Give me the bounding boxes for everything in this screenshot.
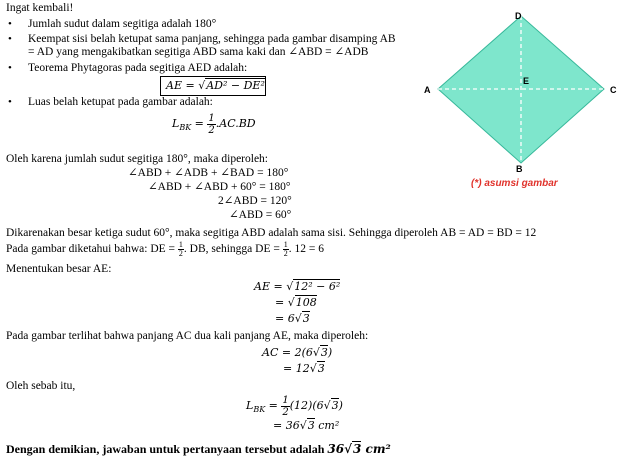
line3-part-a: Pada gambar diketahui bahwa: DE = bbox=[6, 243, 176, 256]
angle-eq-1: ∠ABD + ∠ADB + ∠BAD = 180° bbox=[128, 167, 289, 179]
conclusion bbox=[6, 442, 391, 457]
answer-unit: cm² bbox=[365, 442, 391, 456]
area-eq: = bbox=[268, 399, 278, 412]
area-sub: BK bbox=[253, 405, 266, 415]
intro-heading: Ingat kembali! bbox=[6, 2, 74, 14]
formula-eq: = bbox=[185, 79, 195, 92]
ae-eq: = bbox=[275, 312, 285, 325]
bullet-text-2-cont: = AD yang mengakibatkan segitiga ABD sama kaki dan ∠ABD = ∠ADB bbox=[28, 46, 369, 58]
label-b: B bbox=[516, 164, 523, 174]
solution-line-1: Oleh karena jumlah sudut segitiga 180°, maka diperoleh: bbox=[6, 153, 269, 165]
ae-lhs: AE bbox=[254, 280, 270, 293]
frac-num: 1 bbox=[208, 112, 215, 124]
solution-line-2: Dikarenakan besar ketiga sudut 60°, maka segitiga ABD adalah sama sisi. Sehingga diperoleh AB = AD = BD = 12 bbox=[6, 227, 537, 239]
area-unit: cm² bbox=[318, 419, 340, 432]
ae-radicand: 3 bbox=[302, 312, 310, 325]
conclusion-text: Dengan demikian, jawaban untuk pertanyaan tersebut adalah bbox=[6, 442, 325, 456]
ac-part-a: 2(6 bbox=[294, 346, 313, 359]
label-a: A bbox=[424, 85, 431, 95]
area-part-a: (12)(6 bbox=[289, 399, 324, 412]
formula-lhs: AE bbox=[166, 79, 182, 92]
solution-line-4: Menentukan besar AE: bbox=[6, 263, 112, 275]
bullet-text-3: Teorema Phytagoras pada segitiga AED adalah: bbox=[28, 62, 248, 74]
area-formula bbox=[172, 112, 256, 140]
ae-eq-1: AE = √12² − 6² bbox=[254, 280, 341, 293]
ae-radicand: 108 bbox=[295, 296, 317, 309]
fraction bbox=[281, 395, 289, 418]
angle-eq-2: ∠ABD + ∠ABD + 60° = 180° bbox=[148, 181, 291, 193]
line3-part-c: . 12 = 6 bbox=[288, 243, 324, 256]
area-eq: = bbox=[273, 419, 283, 432]
angle-eq-4: ∠ABD = 60° bbox=[229, 209, 292, 221]
label-d: D bbox=[515, 11, 522, 21]
label-e: E bbox=[523, 76, 530, 86]
ac-radicand: 3 bbox=[317, 362, 325, 375]
frac-den: 2 bbox=[208, 124, 215, 136]
frac-num: 1 bbox=[282, 394, 289, 406]
angle-eq-3: 2∠ABD = 120° bbox=[218, 195, 292, 207]
ae-eq: = bbox=[275, 296, 285, 309]
ac-eq: = bbox=[281, 346, 292, 359]
bullet-icon: • bbox=[8, 96, 12, 108]
label-c: C bbox=[610, 85, 617, 95]
solution-line-3 bbox=[6, 241, 324, 258]
figure-caption: (*) asumsi gambar bbox=[471, 178, 558, 189]
ae-eq-2: = √108 bbox=[275, 296, 317, 309]
area-part-b: ) bbox=[338, 399, 343, 412]
ac-part-b: ) bbox=[327, 346, 333, 359]
ac-coef: 12 bbox=[295, 362, 310, 375]
area-eq: = bbox=[194, 117, 204, 130]
ac-lhs: AC bbox=[262, 346, 279, 359]
ae-coef: 6 bbox=[287, 312, 295, 325]
ac-eq-2: = 12√3 bbox=[283, 362, 325, 375]
bullet-icon: • bbox=[8, 18, 12, 30]
answer-radicand: 3 bbox=[353, 442, 362, 456]
area-radicand: 3 bbox=[331, 399, 339, 412]
area-coef: 36 bbox=[285, 419, 300, 432]
frac-num: 1 bbox=[178, 240, 183, 249]
frac-num: 1 bbox=[283, 240, 288, 249]
formula-box bbox=[160, 76, 266, 96]
area-eq-1: $L_{BK}$ = $\frac{1}{2}$ (12)(6√3) bbox=[246, 394, 343, 418]
bullet-text-2: Keempat sisi belah ketupat sama panjang, sehingga pada gambar disamping AB bbox=[28, 33, 396, 45]
bullet-icon: • bbox=[8, 33, 12, 45]
ae-eq-3: = 6√3 bbox=[275, 312, 310, 325]
bullet-text-1: Jumlah sudut dalam segitiga adalah 180° bbox=[28, 18, 217, 30]
ac-radicand: 3 bbox=[320, 346, 328, 359]
conclusion-answer: 36√3 cm² bbox=[327, 442, 391, 456]
area-lhs: L bbox=[172, 117, 180, 130]
solution-line-5: Pada gambar terlihat bahwa panjang AC dua kali panjang AE, maka diperoleh: bbox=[6, 330, 369, 342]
line3-part-b: . DB, sehingga DE = bbox=[183, 243, 280, 256]
bullet-icon: • bbox=[8, 62, 12, 74]
area-radicand: 3 bbox=[307, 419, 315, 432]
pythagoras-formula: AE = √AD² − DE² bbox=[166, 79, 265, 92]
solution-line-6: Oleh sebab itu, bbox=[6, 380, 76, 392]
answer-coef: 36 bbox=[327, 442, 345, 456]
area-sub: BK bbox=[179, 123, 192, 133]
frac-den: 2 bbox=[282, 406, 289, 418]
ae-radicand: 12² − 6² bbox=[294, 280, 341, 293]
fraction bbox=[207, 113, 215, 136]
bullet-text-4: Luas belah ketupat pada gambar adalah: bbox=[28, 96, 213, 108]
ac-eq: = bbox=[283, 362, 293, 375]
ae-eq: = bbox=[273, 280, 283, 293]
area-eq-2: = 36√3 cm² bbox=[273, 419, 340, 432]
formula-radicand: AD² − DE² bbox=[206, 79, 265, 92]
ac-eq-1: AC = 2(6√3) bbox=[262, 346, 333, 359]
area-rest: .AC.BD bbox=[215, 117, 256, 130]
area-lhs: L bbox=[246, 399, 254, 412]
frac-den: 2 bbox=[178, 249, 183, 258]
frac-den: 2 bbox=[283, 249, 288, 258]
